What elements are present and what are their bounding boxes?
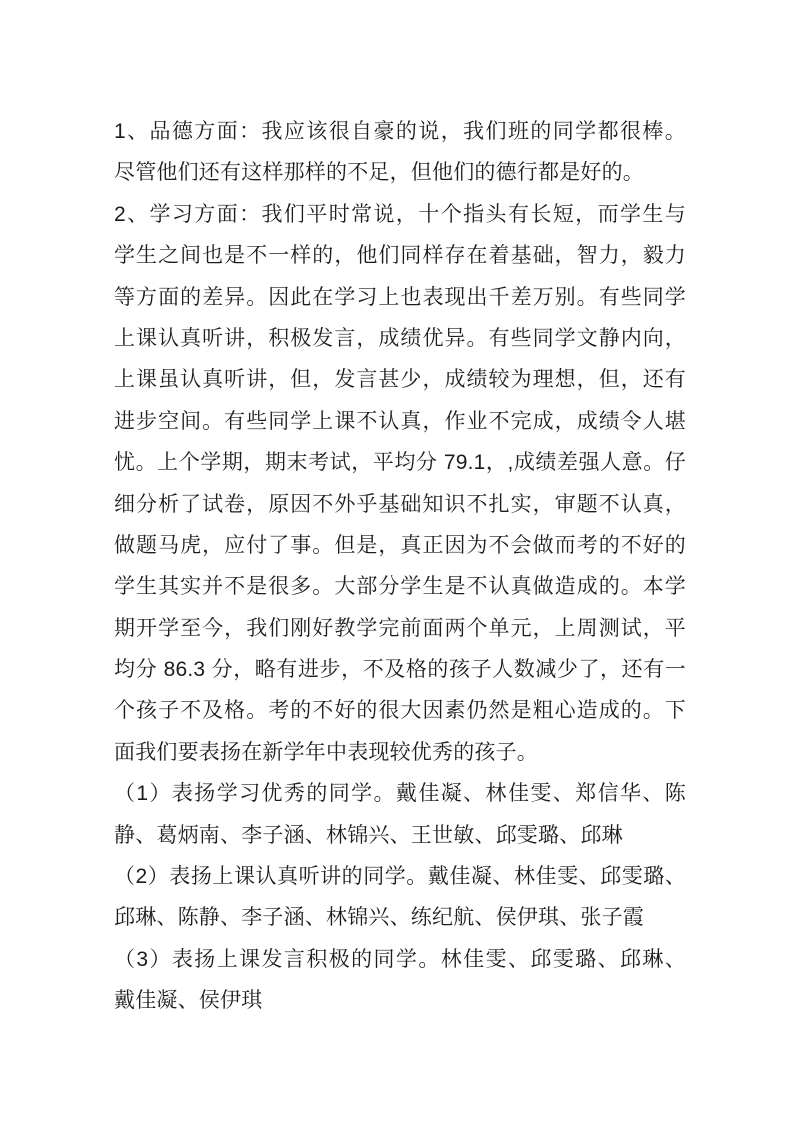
text-line: （1）表扬学习优秀的同学。戴佳凝、林佳雯、郑信华、陈 xyxy=(114,782,686,806)
text-line: 学生之间也是不一样的，他们同样存在着基础，智力，毅力 xyxy=(114,244,686,268)
text-line: 细分析了试卷，原因不外乎基础知识不扎实，审题不认真， xyxy=(114,492,686,516)
text-line: 2、学习方面：我们平时常说，十个指头有长短，而学生与 xyxy=(114,202,686,226)
text-line: 静、葛炳南、李子涵、林锦兴、王世敏、邱雯璐、邱琳 xyxy=(114,823,623,847)
text-line: 戴佳凝、侯伊琪 xyxy=(114,989,263,1013)
text-line: 均分 86.3 分，略有进步，不及格的孩子人数减少了，还有一 xyxy=(114,658,686,682)
text-line: （2）表扬上课认真听讲的同学。戴佳凝、林佳雯、邱雯璐、 xyxy=(114,865,686,889)
text-line: （3）表扬上课发言积极的同学。林佳雯、邱雯璐、邱琳、 xyxy=(114,947,686,971)
text-line: 期开学至今，我们刚好教学完前面两个单元，上周测试，平 xyxy=(114,616,686,640)
text-line: 进步空间。有些同学上课不认真，作业不完成，成绩令人堪 xyxy=(114,409,686,433)
document-body xyxy=(114,111,686,1022)
text-line: 个孩子不及格。考的不好的很大因素仍然是粗心造成的。下 xyxy=(114,699,686,723)
text-line: 等方面的差异。因此在学习上也表现出千差万别。有些同学 xyxy=(114,285,686,309)
text-line: 做题马虎，应付了事。但是，真正因为不会做而考的不好的 xyxy=(114,533,686,557)
text-line: 上课认真听讲，积极发言，成绩优异。有些同学文静内向， xyxy=(114,326,686,350)
text-line: 尽管他们还有这样那样的不足，但他们的德行都是好的。 xyxy=(114,161,644,185)
text-line: 忧。上个学期，期末考试，平均分 79.1，,成绩差强人意。仔 xyxy=(114,451,686,475)
text-line: 邱琳、陈静、李子涵、林锦兴、练纪航、侯伊琪、张子霞 xyxy=(114,906,644,930)
text-line: 学生其实并不是很多。大部分学生是不认真做造成的。本学 xyxy=(114,575,686,599)
text-line: 上课虽认真听讲，但，发言甚少，成绩较为理想，但，还有 xyxy=(114,368,686,392)
text-line: 1、品德方面：我应该很自豪的说，我们班的同学都很棒。 xyxy=(114,120,686,143)
text-line: 面我们要表扬在新学年中表现较优秀的孩子。 xyxy=(114,740,538,764)
